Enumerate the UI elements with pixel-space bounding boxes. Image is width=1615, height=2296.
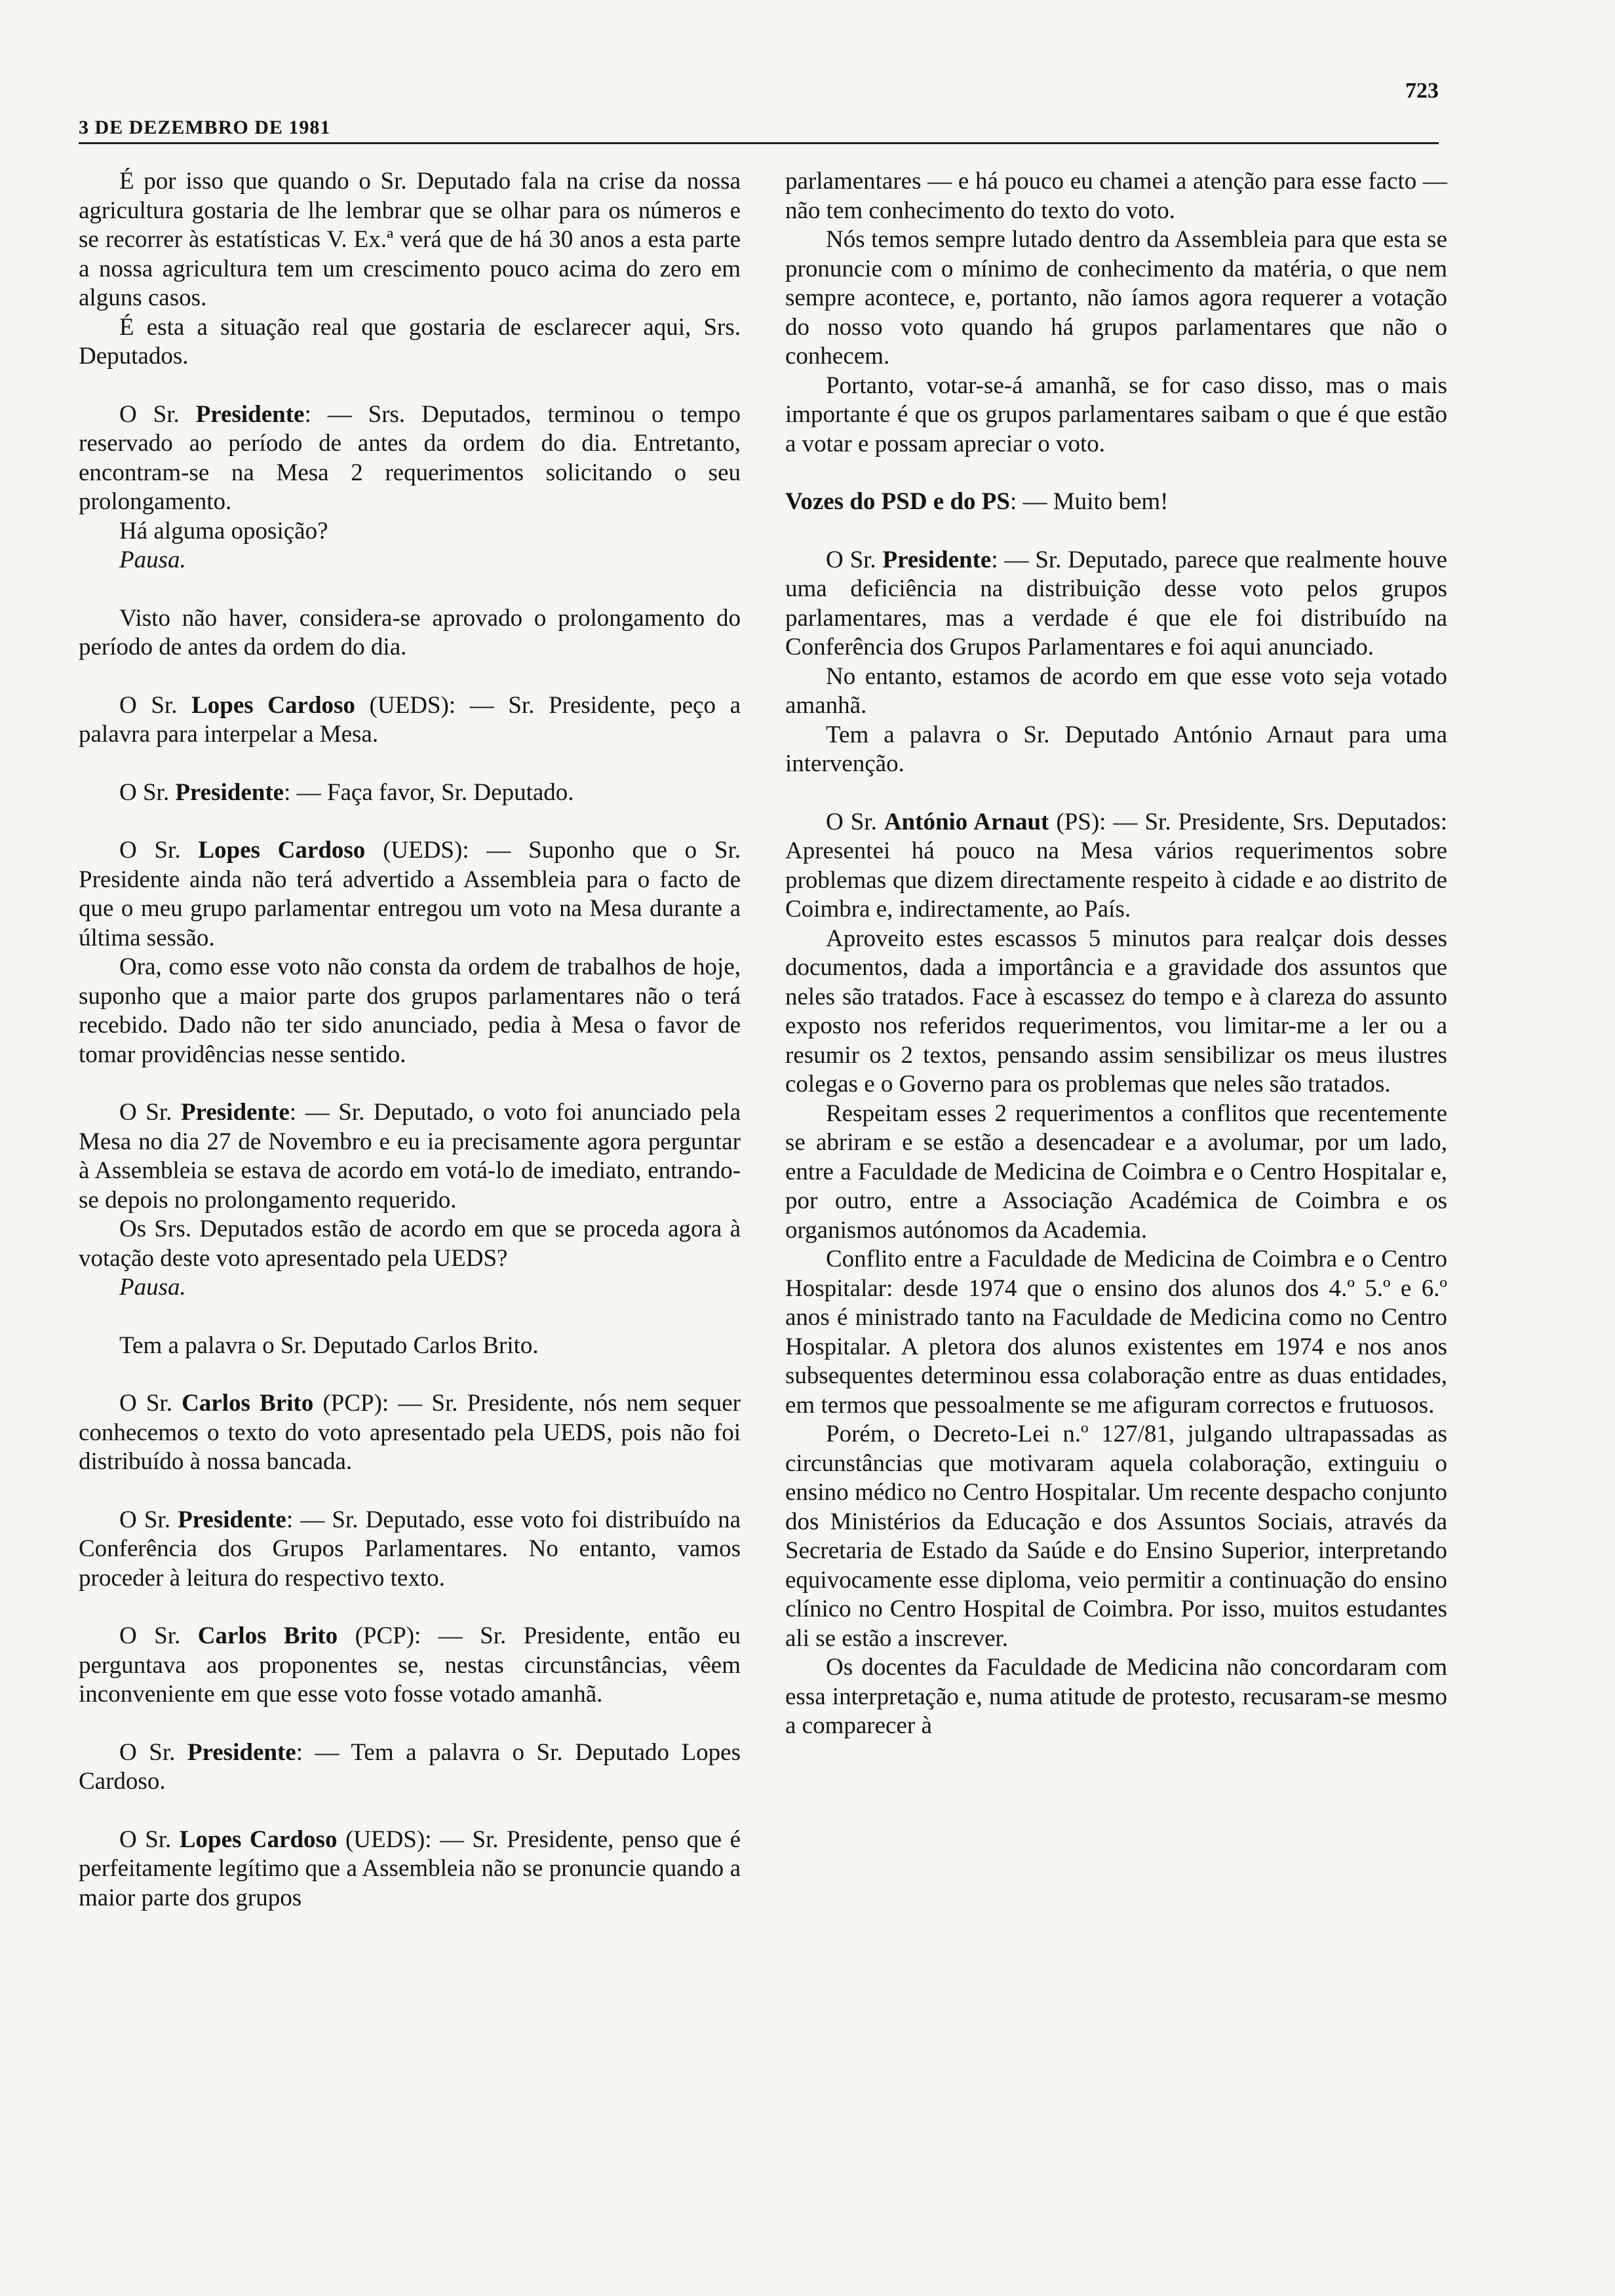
- speech-prefix: O Sr.: [119, 1622, 198, 1649]
- paragraph-text: Pausa.: [119, 1274, 186, 1301]
- speech-text: : — Sr. Deputado, esse voto foi distribuído na Conferência dos Grupos Parlamentares. No entanto, vamos proceder à leitura do respectivo texto.: [79, 1506, 741, 1592]
- speaker-name: Presidente: [195, 400, 305, 428]
- speech-text: (PS): — Sr. Presidente, Srs. Deputados: Apresentei há pouco na Mesa vários requerimentos sobre problemas que dizem directamente respeito à cidade e ao distrito de Coimbra e, indirectamente, ao País.: [785, 808, 1448, 923]
- paragraph: [785, 1653, 1447, 1741]
- speech-paragraph: [79, 1389, 741, 1477]
- paragraph: [785, 1420, 1447, 1653]
- speech-prefix: O Sr.: [119, 1506, 178, 1533]
- speech-text: : — Sr. Deputado, o voto foi anunciado pela Mesa no dia 27 de Novembro e eu ia precisamente agora perguntar à Assembleia se estava de acordo em votá-lo de imediato, entrando-se depois no prolongamento requerido.: [79, 1099, 741, 1214]
- speech-prefix: O Sr.: [826, 808, 884, 835]
- paragraph: [79, 1331, 741, 1361]
- paragraph-text: Visto não haver, considera-se aprovado o prolongamento do período de antes da ordem do dia.: [79, 604, 741, 660]
- speaker-name: Lopes Cardoso: [191, 691, 355, 719]
- paragraph: [785, 372, 1447, 459]
- speech-prefix: O Sr.: [119, 691, 192, 719]
- speaker-name: Lopes Cardoso: [198, 837, 366, 864]
- speech-prefix: O Sr.: [826, 546, 883, 573]
- paragraph-text: Porém, o Decreto-Lei n.º 127/81, julgando ultrapassadas as circunstâncias que motivaram aquela colaboração, extinguiu o ensino médico no Centro Hospitalar. Um recente despacho conjunto dos Ministérios da Educação e dos Assuntos Sociais, através da Secretaria de Estado da Saúde e do Ensino Superior, interpretando equivocamente esse diploma, veio permitir a continuação do ensino clínico no Centro Hospital de Coimbra. Por isso, muitos estudantes ali se estão a inscrever.: [785, 1421, 1447, 1652]
- paragraph-text: É por isso que quando o Sr. Deputado fala na crise da nossa agricultura gostaria de lhe lembrar que se olhar para os números e se recorrer às estatísticas V. Ex.ª verá que de há 30 anos a esta parte a nossa agricultura tem um crescimento pouco acima do zero em alguns casos.: [79, 168, 741, 311]
- paragraph: [79, 1215, 741, 1273]
- pause-note: [79, 1273, 741, 1303]
- paragraph: [79, 517, 741, 546]
- speech-paragraph: [79, 836, 741, 953]
- paragraph-text: Tem a palavra o Sr. Deputado António Arnaut para uma intervenção.: [785, 721, 1447, 777]
- paragraph: [785, 1100, 1447, 1246]
- paragraph: [79, 953, 741, 1069]
- paragraph: [785, 167, 1447, 225]
- paragraph-text: Nós temos sempre lutado dentro da Assembleia para que esta se pronuncie com o mínimo de conhecimento da matéria, o que nem sempre acontece, e, portanto, não íamos agora requerer a votação do nosso voto quando há grupos parlamentares que não o conhecem.: [785, 226, 1447, 370]
- speech-paragraph: [79, 778, 741, 808]
- paragraph: [785, 925, 1447, 1100]
- speech-prefix: O Sr.: [119, 1099, 181, 1126]
- paragraph-text: Os Srs. Deputados estão de acordo em que se proceda agora à votação deste voto apresentado pela UEDS?: [79, 1215, 741, 1272]
- issue-date: 3 DE DEZEMBRO DE 1981: [79, 117, 331, 138]
- speech-text: (PCP): — Sr. Presidente, nós nem sequer conhecemos o texto do voto apresentado pela UEDS, pois não foi distribuído à nossa bancada.: [79, 1390, 741, 1475]
- header-rule: [79, 142, 1439, 144]
- speech-text: (UEDS): — Sr. Presidente, peço a palavra para interpelar a Mesa.: [79, 691, 741, 748]
- left-column: [79, 167, 741, 1913]
- paragraph: [79, 167, 741, 313]
- speaker-name: Carlos Brito: [197, 1622, 338, 1649]
- pause-note: [79, 546, 741, 575]
- paragraph: [79, 313, 741, 372]
- paragraph: [785, 721, 1447, 779]
- speech-prefix: O Sr.: [119, 837, 199, 864]
- speech-text: (PCP): — Sr. Presidente, então eu perguntava aos proponentes se, nestas circunstâncias, vêem inconveniente em que esse voto fosse votado amanhã.: [79, 1622, 741, 1708]
- speaker-name: Presidente: [187, 1738, 296, 1766]
- speech-text: : — Muito bem!: [1009, 488, 1169, 515]
- speaker-name: Presidente: [175, 778, 284, 806]
- speech-paragraph: [79, 400, 741, 517]
- speech-paragraph: [785, 546, 1447, 662]
- paragraph: [785, 662, 1447, 721]
- right-column: [785, 167, 1447, 1741]
- page-header: [79, 72, 1439, 144]
- paragraph-text: Há alguma oposição?: [119, 517, 328, 545]
- speech-prefix: O Sr.: [119, 1738, 187, 1766]
- speech-paragraph: [79, 1622, 741, 1710]
- paragraph: [785, 1245, 1447, 1420]
- speech-text: : — Sr. Deputado, parece que realmente houve uma deficiência na distribuição desse voto pelos grupos parlamentares, mas a verdade é que ele foi distribuído na Conferência dos Grupos Parlamentares e foi aqui anunciado.: [785, 546, 1448, 660]
- speech-paragraph: [79, 1506, 741, 1594]
- paragraph-text: Aproveito estes escassos 5 minutos para realçar dois desses documentos, dada a importância e a gravidade dos assuntos que neles são tratados. Face à escassez do tempo e à clareza do assunto exposto nos referidos requerimentos, vou limitar-me a ler ou a resumir os 2 textos, pensando assim sensibilizar os meus ilustres colegas e o Governo para os problemas que neles são tratados.: [785, 925, 1447, 1098]
- speech-prefix: O Sr.: [119, 778, 176, 806]
- paragraph-text: É esta a situação real que gostaria de esclarecer aqui, Srs. Deputados.: [79, 313, 741, 370]
- page-number: 723: [1405, 79, 1439, 103]
- paragraph-text: No entanto, estamos de acordo em que esse voto seja votado amanhã.: [785, 662, 1447, 719]
- speech-prefix: O Sr.: [119, 1390, 182, 1417]
- paragraph-text: Respeitam esses 2 requerimentos a conflitos que recentemente se abriram e se estão a desencadear e a avolumar, por um lado, entre a Faculdade de Medicina de Coimbra e o Centro Hospitalar e, por outro, entre a Associação Académica de Coimbra e os organismos autónomos da Academia.: [785, 1100, 1447, 1244]
- paragraph-text: Pausa.: [119, 546, 186, 573]
- speech-paragraph: [79, 1826, 741, 1913]
- speech-prefix: O Sr.: [119, 1826, 180, 1853]
- speech-paragraph: [79, 1738, 741, 1797]
- speaker-name: António Arnaut: [884, 808, 1049, 835]
- paragraph-text: Conflito entre a Faculdade de Medicina de Coimbra e o Centro Hospitalar: desde 1974 que o ensino dos alunos dos 4.º 5.º e 6.º anos é ministrado tanto na Faculdade de Medicina como no Centro Hospitalar. A pletora dos alunos existentes em 1974 e nos anos subsequentes determinou essa colaboração entre as duas entidades, em termos que pessoalmente se me afiguram correctos e frutuosos.: [785, 1246, 1447, 1419]
- paragraph-text: Os docentes da Faculdade de Medicina não concordaram com essa interpretação e, numa atitude de protesto, recusaram-se mesmo a comparecer à: [785, 1654, 1447, 1739]
- speaker-name: Presidente: [181, 1099, 290, 1126]
- speech-text: : — Srs. Deputados, terminou o tempo reservado ao período de antes da ordem do dia. Entretanto, encontram-se na Mesa 2 requerimentos solicitando o seu prolongamento.: [79, 400, 741, 515]
- speech-text: (UEDS): — Sr. Presidente, penso que é perfeitamente legítimo que a Assembleia não se pronuncie quando a maior parte dos grupos: [79, 1826, 741, 1911]
- paragraph-text: parlamentares — e há pouco eu chamei a atenção para esse facto — não tem conhecimento do texto do voto.: [785, 168, 1447, 224]
- paragraph-text: Tem a palavra o Sr. Deputado Carlos Brito.: [119, 1331, 539, 1359]
- speech-paragraph: [79, 1098, 741, 1215]
- speech-paragraph: [79, 691, 741, 750]
- speaker-name: Vozes do PSD e do PS: [785, 488, 1010, 515]
- speech-text: (UEDS): — Suponho que o Sr. Presidente ainda não terá advertido a Assembleia para o facto de que o meu grupo parlamentar entregou um voto na Mesa durante a última sessão.: [79, 837, 741, 951]
- speech-text: : — Tem a palavra o Sr. Deputado Lopes Cardoso.: [79, 1738, 741, 1795]
- speech-prefix: O Sr.: [119, 400, 196, 428]
- paragraph: [79, 604, 741, 662]
- speaker-name: Carlos Brito: [182, 1390, 314, 1417]
- paragraph-text: Ora, como esse voto não consta da ordem de trabalhos de hoje, suponho que a maior parte dos grupos parlamentares não o terá recebido. Dado não ter sido anunciado, pedia à Mesa o favor de tomar providências nesse sentido.: [79, 953, 741, 1068]
- paragraph-text: Portanto, votar-se-á amanhã, se for caso disso, mas o mais importante é que os grupos parlamentares saibam o que é que estão a votar e possam apreciar o voto.: [785, 372, 1447, 457]
- speech-paragraph: [785, 808, 1447, 925]
- speech-paragraph: [785, 488, 1447, 517]
- speaker-name: Presidente: [882, 546, 992, 573]
- speech-text: : — Faça favor, Sr. Deputado.: [284, 778, 574, 806]
- paragraph: [785, 225, 1447, 372]
- speaker-name: Lopes Cardoso: [179, 1826, 338, 1853]
- speaker-name: Presidente: [178, 1506, 286, 1533]
